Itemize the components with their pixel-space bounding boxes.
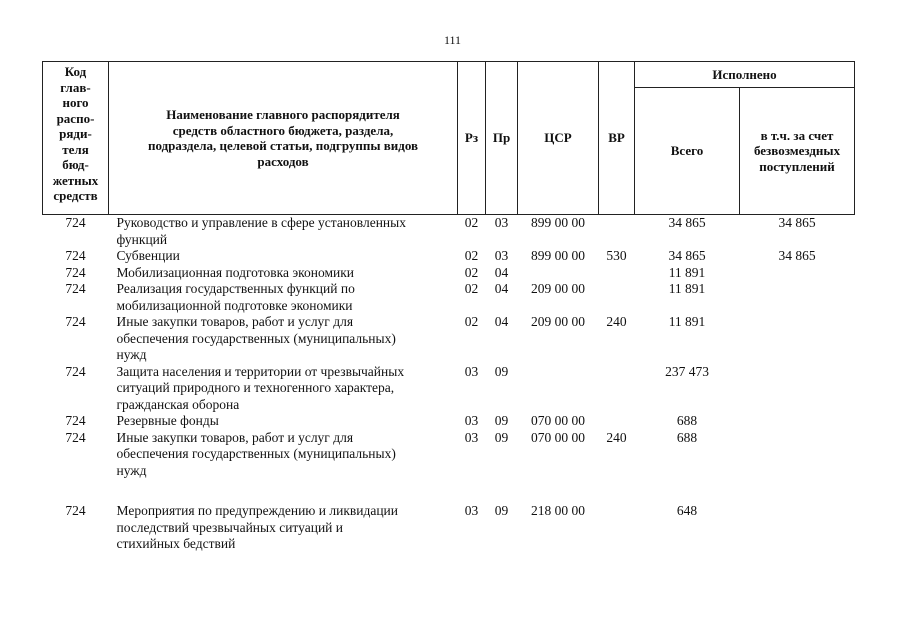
table-row [43, 248, 855, 265]
table-row [43, 413, 855, 430]
cell-vr: 530 [606, 248, 627, 263]
cell-pr: 04 [494, 281, 509, 296]
cell-total: 34 865 [668, 215, 706, 230]
cell-rz: 02 [464, 314, 479, 329]
cell-code: 724 [65, 363, 86, 379]
header-total: Всего [635, 88, 740, 215]
header-csr: ЦСР [518, 62, 599, 215]
cell-name: Субвенции [116, 248, 180, 263]
cell-code: 724 [65, 281, 86, 296]
table-row [43, 364, 855, 414]
header-vr: ВР [599, 62, 635, 215]
cell-code: 724 [65, 215, 86, 230]
cell-csr [518, 265, 599, 282]
cell-free [740, 413, 855, 430]
cell-rz: 02 [464, 281, 479, 296]
cell-total: 11 891 [668, 314, 706, 329]
cell-total: 688 [676, 413, 698, 428]
cell-free [740, 265, 855, 282]
cell-vr [599, 281, 635, 314]
cell-code: 724 [65, 429, 86, 445]
cell-name: Реализация государственных функций по мобилизационной подготовке экономики [116, 281, 355, 313]
cell-csr: 209 00 00 [531, 281, 585, 296]
cell-csr: 218 00 00 [531, 503, 585, 518]
cell-free: 34 865 [778, 215, 816, 230]
cell-code: 724 [65, 503, 86, 518]
cell-pr: 03 [494, 215, 509, 230]
cell-rz: 03 [464, 363, 479, 379]
cell-name: Мероприятия по предупреждению и ликвидации последствий чрезвычайных ситуаций и стихийных бедствий [116, 503, 399, 551]
cell-pr: 03 [494, 248, 509, 263]
cell-rz: 03 [464, 503, 479, 518]
header-rz: Рз [458, 62, 486, 215]
cell-total: 648 [676, 503, 698, 518]
cell-pr: 04 [494, 314, 509, 329]
cell-pr: 09 [494, 429, 509, 445]
table-row [43, 265, 855, 282]
cell-csr: 070 00 00 [531, 413, 585, 428]
cell-pr: 09 [494, 363, 509, 379]
cell-vr: 240 [606, 429, 627, 445]
cell-name: Защита населения и территории от чрезвычайных ситуаций природного и техногенного характера, гражданская оборона [116, 363, 405, 412]
cell-code: 724 [65, 248, 86, 263]
cell-csr [518, 364, 599, 414]
header-pr: Пр [486, 62, 518, 215]
cell-code: 724 [65, 413, 86, 428]
cell-rz: 02 [464, 264, 479, 280]
table-row [43, 503, 855, 553]
cell-name: Иные закупки товаров, работ и услуг для обеспечения государственных (муниципальных) нужд [116, 429, 396, 478]
cell-vr: 240 [606, 314, 627, 329]
cell-name: Иные закупки товаров, работ и услуг для обеспечения государственных (муниципальных) нужд [116, 314, 396, 362]
cell-free [740, 430, 855, 480]
cell-csr: 209 00 00 [531, 314, 585, 329]
row-spacer [43, 479, 855, 503]
cell-name: Руководство и управление в сфере установленных функций [116, 215, 406, 247]
cell-free [740, 364, 855, 414]
cell-pr: 09 [494, 413, 509, 428]
cell-total: 11 891 [668, 264, 706, 280]
cell-csr: 070 00 00 [531, 429, 585, 445]
cell-code: 724 [65, 314, 86, 329]
cell-rz: 03 [464, 429, 479, 445]
cell-rz: 03 [464, 413, 479, 428]
cell-rz: 02 [464, 248, 479, 263]
header-name: Наименование главного распорядителя средств областного бюджета, раздела, подраздела, целевой статьи, подгруппы видов расходов [109, 62, 458, 215]
table-row [43, 215, 855, 249]
cell-name: Мобилизационная подготовка экономики [116, 264, 355, 280]
cell-free [740, 503, 855, 553]
cell-rz: 02 [464, 215, 479, 230]
cell-vr [599, 503, 635, 553]
header-code: Код глав- ного распо- ряди- теля бюд- жетных средств [43, 62, 109, 215]
page-number: 111 [443, 33, 462, 47]
cell-name: Резервные фонды [116, 413, 219, 428]
cell-total: 11 891 [668, 281, 706, 296]
cell-vr [599, 413, 635, 430]
cell-vr [599, 215, 635, 249]
cell-csr: 899 00 00 [531, 248, 585, 263]
cell-free [740, 281, 855, 314]
cell-pr: 04 [494, 264, 509, 280]
cell-total: 34 865 [668, 248, 706, 263]
cell-code: 724 [65, 264, 86, 280]
budget-execution-table [42, 61, 855, 553]
table-row [43, 430, 855, 480]
cell-vr [599, 364, 635, 414]
table-row [43, 314, 855, 364]
table-row [43, 281, 855, 314]
cell-free: 34 865 [778, 248, 816, 263]
cell-free [740, 314, 855, 364]
cell-pr: 09 [494, 503, 509, 518]
cell-total: 688 [676, 429, 698, 445]
cell-total: 237 473 [665, 363, 709, 379]
cell-vr [599, 265, 635, 282]
cell-csr: 899 00 00 [531, 215, 585, 230]
header-executed: Исполнено [635, 62, 855, 88]
header-free: в т.ч. за счет безвозмездных поступлений [740, 88, 855, 215]
